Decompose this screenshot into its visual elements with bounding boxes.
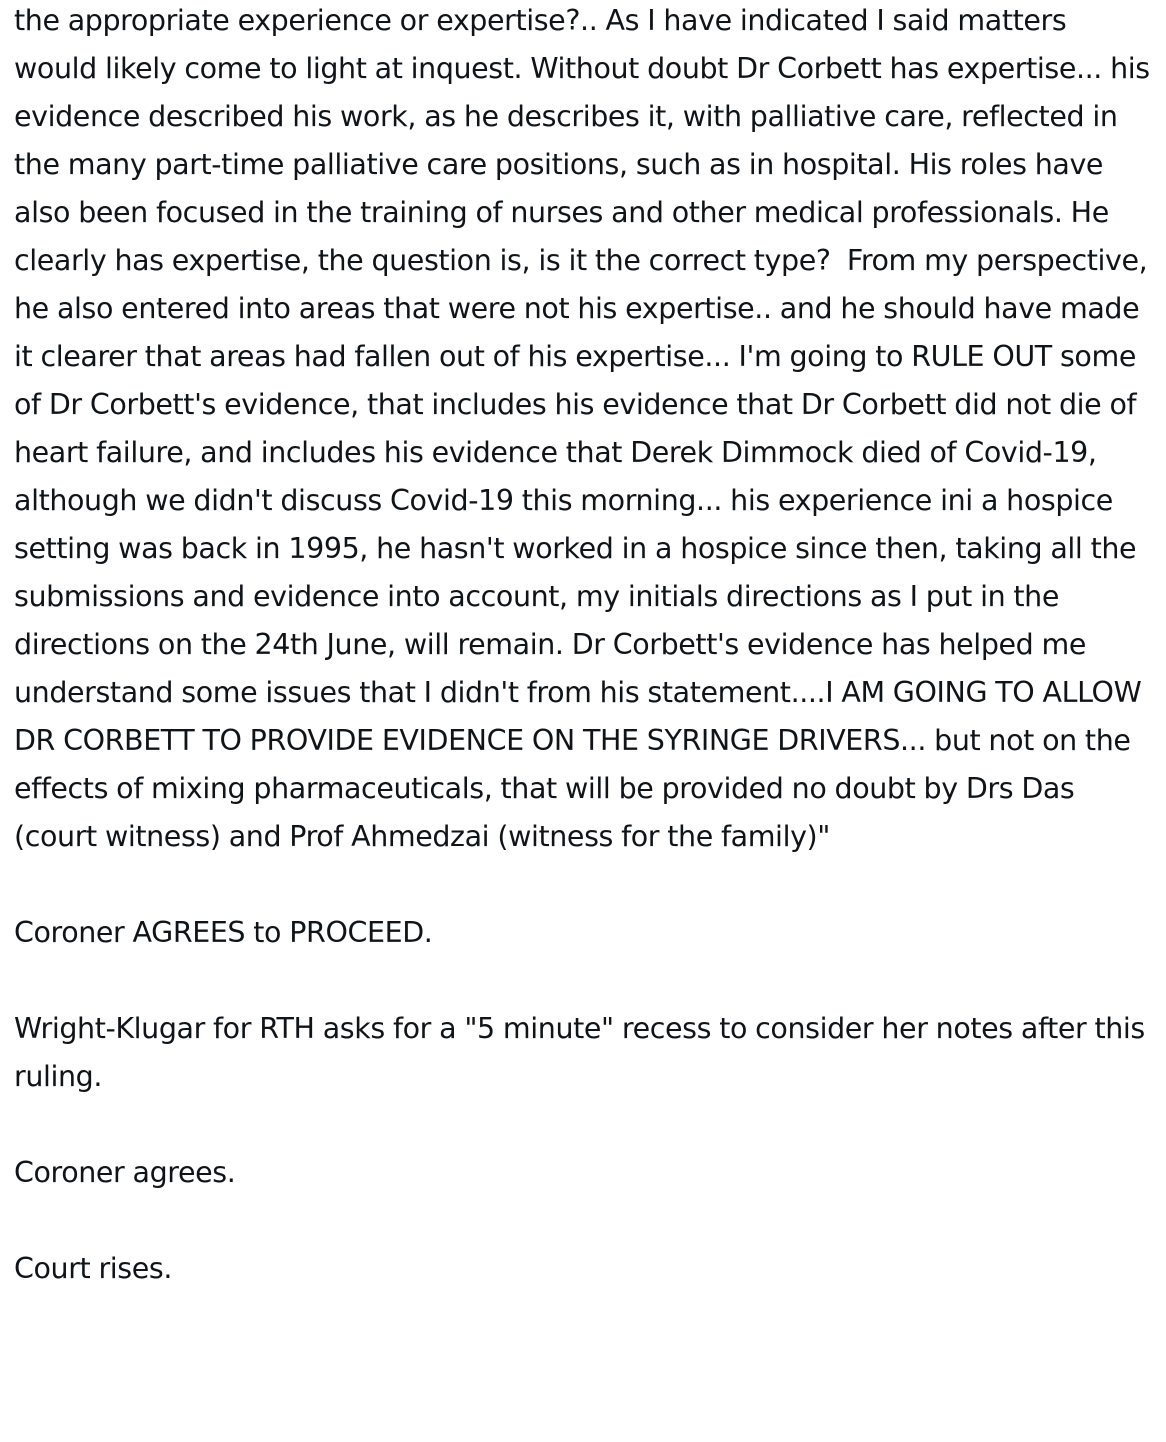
court-rises-paragraph: Court rises.	[14, 1252, 172, 1285]
paragraph-spacer	[14, 1101, 1154, 1149]
paragraph-spacer	[14, 861, 1154, 909]
post-text	[14, 0, 1158, 1293]
ruling-quote-paragraph: the appropriate experience or expertise?.. As I have indicated I said matters would likely come to light at inquest. Without doubt Dr Corbett has expertise... his evidence described his work, as he describes it, with palliative care, reflected in the many part-time palliative care positions, such as in hospital. His roles have also been focused in the training of nurses and other medical professionals. He clearly has expertise, the question is, is it the correct type? From my perspective, he also entered into areas that were not his expertise.. and he should have made it clearer that areas had fallen out of his expertise... I'm going to RULE OUT some of Dr Corbett's evidence, that includes his evidence that Dr Corbett did not die of heart failure, and includes his evidence that Derek Dimmock died of Covid-19, although we didn't discuss Covid-19 this morning... his experience ini a hospice setting was back in 1995, he hasn't worked in a hospice since then, taking all the submissions and evidence into account, my initials directions as I put in the directions on the 24th June, will remain. Dr Corbett's evidence has helped me understand some issues that I didn't from his statement....I AM GOING TO ALLOW DR CORBETT TO PROVIDE EVIDENCE ON THE SYRINGE DRIVERS... but not on the effects of mixing pharmaceuticals, that will be provided no doubt by Drs Das (court witness) and Prof Ahmedzai (witness for the family)"	[14, 4, 1158, 853]
coroner-agrees-paragraph: Coroner agrees.	[14, 1156, 236, 1189]
recess-request-paragraph: Wright-Klugar for RTH asks for a "5 minute" recess to consider her notes after this ruling.	[14, 1012, 1154, 1093]
coroner-proceed-paragraph: Coroner AGREES to PROCEED.	[14, 916, 433, 949]
paragraph-spacer	[14, 1197, 1154, 1245]
paragraph-spacer	[14, 957, 1154, 1005]
